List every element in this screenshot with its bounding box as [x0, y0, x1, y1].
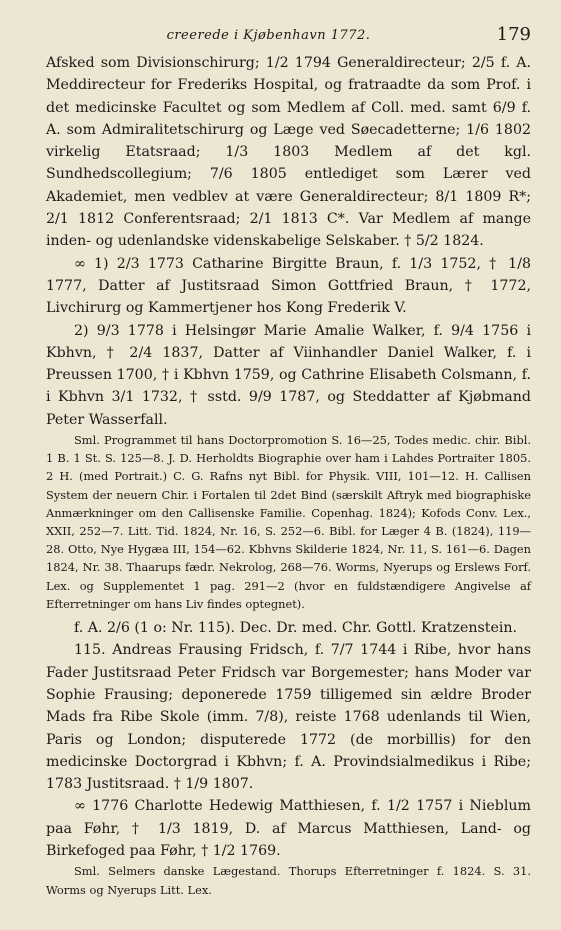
entry-115-marriage-paragraph: ∞ 1776 Charlotte Hedewig Matthiesen, f. 1/2 1757 i Nieblum paa Føhr, † 1/3 1819, D. af Marcus Matthiesen, Land- og Birkefoged paa Føhr, † 1/2 1769.	[46, 798, 531, 860]
entry-115-sources-note: Sml. Selmers danske Lægestand. Thorups Efterretninger f. 1824. S. 31. Worms og Nyerups Litt. Lex.	[46, 864, 531, 897]
sources-note: Sml. Programmet til hans Doctorpromotion S. 16—25, Todes medic. chir. Bibl. 1 B. 1 St. S. 125—8. J. D. Herholdts Biographie over ham i Lahdes Portraiter 1805. 2 H. (med Portrait.) C. G. Rafns nyt Bibl. for Physik. VIII, 101—12. H. Callisen System der neuern Chir. i Fortalen til 2det Bind (særskilt Aftryk med biographiske Anmærkninger om den Callisenske Familie. Copenhag. 1824); Kofods Conv. Lex., XXII, 252—7. Litt. Tid. 1824, Nr. 16, S. 252—6. Bibl. for Læger 4 B. (1824), 119—28. Otto, Nye Hygæa III, 154—62. Kbhvns Skilderie 1824, Nr. 11, S. 161—6. Dagen 1824, Nr. 38. Thaarups fædr. Nekrolog, 268—76. Worms, Nyerups og Erslews Forf. Lex. og Supplementet 1 pag. 291—2 (hvor en fuldstændigere Angivelse af Efterretninger om hans Liv findes optegnet).	[46, 433, 531, 611]
running-head: creerede i Kjøbenhavn 1772.	[166, 28, 371, 43]
predecessor-note: f. A. 2/6 (1 o: Nr. 115). Dec. Dr. med. Chr. Gottl. Kratzenstein.	[74, 620, 518, 637]
page-number: 179	[496, 24, 531, 45]
entry-115-paragraph: 115. Andreas Frausing Fridsch, f. 7/7 1744 i Ribe, hvor hans Fader Justitsraad Peter Fridsch var Borgemester; hans Moder var Sophie Frausing; deponerede 1759 tilligemed sin ældre Broder Mads fra Ribe Skole (imm. 7/8), reiste 1768 udenlands til Wien, Paris og London; disputerede 1772 (de morbillis) for den medicinske Doctorgrad i Kbhvn; f. A. Provindsialmedikus i Ribe; 1783 Justitsraad. † 1/9 1807.	[46, 642, 531, 793]
second-marriage-paragraph: 2) 9/3 1778 i Helsingør Marie Amalie Walker, f. 9/4 1756 i Kbhvn, † 2/4 1837, Datter af Viinhandler Daniel Walker, f. i Preussen 1700, † i Kbhvn 1759, og Cathrine Elisabeth Colsmann, f. i Kbhvn 3/1 1732, † sstd. 9/9 1787, og Steddatter af Kjøbmand Peter Wasserfall.	[46, 322, 531, 428]
biography-continued-paragraph: Afsked som Divisionschirurg; 1/2 1794 Generaldirecteur; 2/5 f. A. Meddirecteur for Frederiks Hospital, og fratraadte da som Prof. i det medicinske Facultet og som Medlem af Coll. med. samt 6/9 f. A. som Admiralitetschirurg og Læge ved Søecadetterne; 1/6 1802 virkelig Etatsraad; 1/3 1803 Medlem af det kgl. Sundhedscollegium; 7/6 1805 entlediget som Lærer ved Akademiet, men vedblev at være Generaldirecteur; 8/1 1809 R*; 2/1 1812 Conferentsraad; 2/1 1813 C*. Var Medlem af mange inden- og udenlandske videnskabelige Selskaber. † 5/2 1824.	[46, 55, 531, 250]
body-text	[46, 52, 531, 899]
page-header	[46, 22, 531, 52]
first-marriage-paragraph: ∞ 1) 2/3 1773 Catharine Birgitte Braun, f. 1/3 1752, † 1/8 1777, Datter af Justitsraad Simon Gottfried Braun, † 1772, Livchirurg og Kammertjener hos Kong Frederik V.	[46, 255, 531, 317]
